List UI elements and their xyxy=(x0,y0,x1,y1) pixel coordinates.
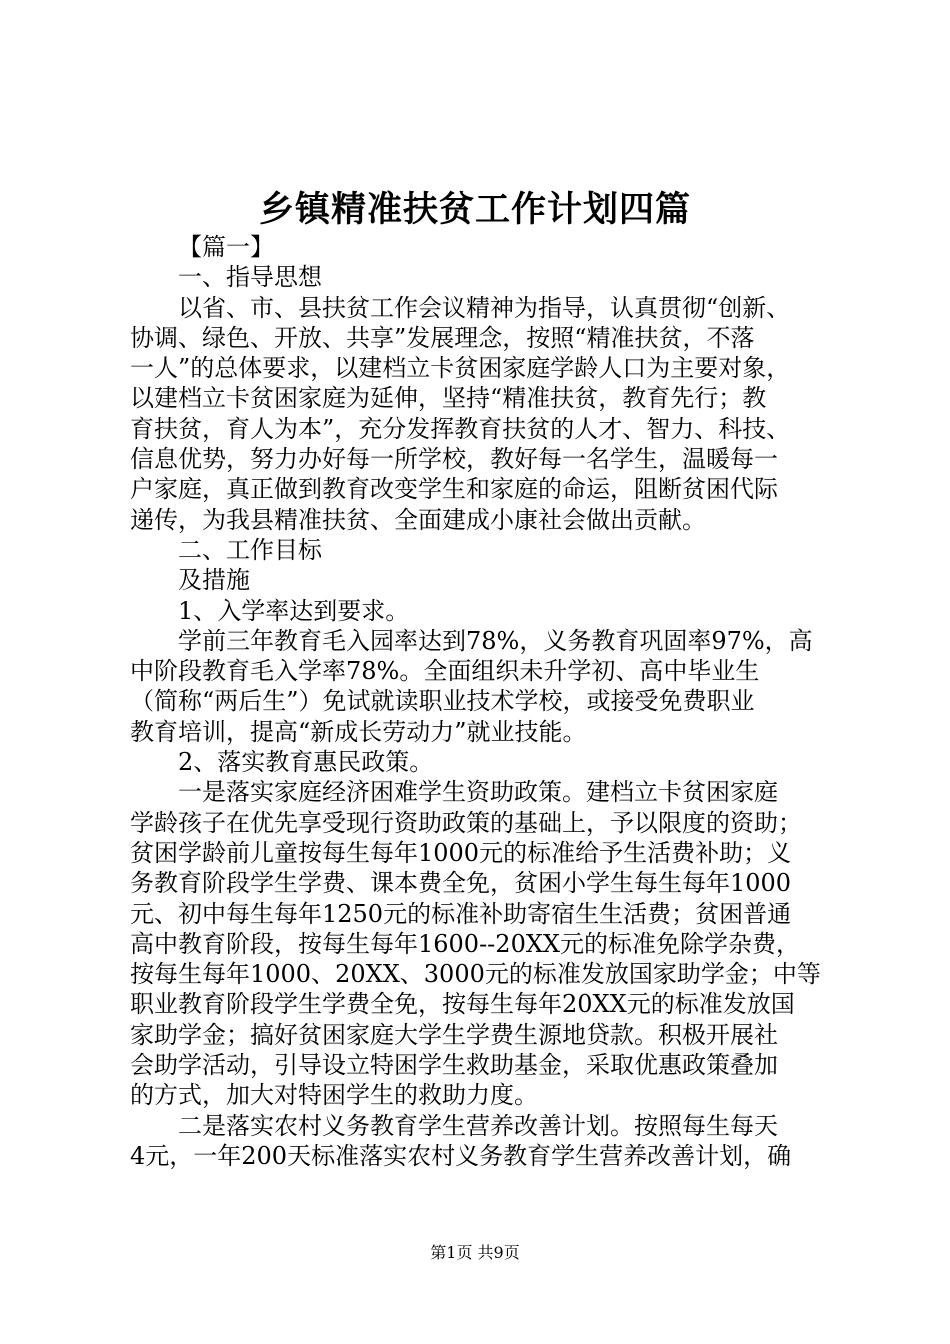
paragraph-line: 一人”的总体要求，以建档立卡贫困家庭学龄人口为主要对象， xyxy=(130,354,791,383)
paragraph-line: 职业教育阶段学生学费全免，按每生每年20XX元的标准发放国 xyxy=(130,990,795,1019)
paragraph-line: 家助学金；搞好贫困家庭大学生学费生源地贷款。积极开展社 xyxy=(130,1020,778,1049)
document-title: 乡镇精准扶贫工作计划四篇 xyxy=(258,189,691,230)
subheading: 2、落实教育惠民政策。 xyxy=(178,748,434,777)
page-number-footer: 第1页 共9页 xyxy=(430,1243,520,1262)
paragraph-line: 元、初中每生每年1250元的标准补助寄宿生生活费；贫困普通 xyxy=(130,899,792,928)
paragraph-line: 的方式，加大对特困学生的救助力度。 xyxy=(130,1081,538,1110)
paragraph-line: 育扶贫，育人为本”，充分发挥教育扶贫的人才、智力、科技、 xyxy=(130,414,791,443)
heading: 一、指导思想 xyxy=(178,263,322,292)
paragraph-line: 信息优势，努力办好每一所学校，教好每一名学生，温暖每一 xyxy=(130,445,778,474)
paragraph-line: 协调、绿色、开放、共享”发展理念，按照“精准扶贫，不落 xyxy=(130,323,755,352)
document-body xyxy=(130,232,828,1171)
paragraph-line: 按每生每年1000、20XX、3000元的标准发放国家助学金；中等 xyxy=(130,960,821,989)
paragraph-line: 以建档立卡贫困家庭为延伸，坚持“精准扶贫，教育先行；教 xyxy=(130,384,767,413)
paragraph-line: 4元，一年200天标准落实农村义务教育学生营养改善计划，确 xyxy=(130,1141,792,1170)
paragraph-line: 中阶段教育毛入学率78%。全面组织未升学初、高中毕业生 xyxy=(130,657,760,686)
paragraph-line: 二是落实农村义务教育学生营养改善计划。按照每生每天 xyxy=(178,1111,778,1140)
section-label: 【篇一】 xyxy=(178,233,274,261)
paragraph-line: （简称“两后生”）免试就读职业技术学校，或接受免费职业 xyxy=(130,687,755,716)
paragraph-line: 贫困学龄前儿童按每生每年1000元的标准给予生活费补助；义 xyxy=(130,838,792,867)
heading: 二、工作目标 xyxy=(178,535,322,564)
paragraph-line: 会助学活动，引导设立特困学生救助基金，采取优惠政策叠加 xyxy=(130,1051,778,1080)
paragraph-line: 递传，为我县精准扶贫、全面建成小康社会做出贡献。 xyxy=(130,505,706,534)
heading: 及措施 xyxy=(178,566,250,595)
paragraph-line: 一是落实家庭经济困难学生资助政策。建档立卡贫困家庭 xyxy=(178,778,778,807)
paragraph-line: 户家庭，真正做到教育改变学生和家庭的命运，阻断贫困代际 xyxy=(130,475,778,504)
paragraph-line: 教育培训，提高“新成长劳动力”就业技能。 xyxy=(130,717,587,746)
paragraph-line: 务教育阶段学生学费、课本费全免，贫困小学生每生每年1000 xyxy=(130,869,792,898)
paragraph-line: 以省、市、县扶贫工作会议精神为指导，认真贯彻“创新、 xyxy=(178,293,791,322)
paragraph-line: 高中教育阶段，按每生每年1600--20XX元的标准免除学杂费， xyxy=(130,929,801,958)
subheading: 1、入学率达到要求。 xyxy=(178,596,410,625)
paragraph-line: 学龄孩子在优先享受现行资助政策的基础上，予以限度的资助； xyxy=(130,808,802,837)
paragraph-line: 学前三年教育毛入园率达到78%，义务教育巩固率97%，高 xyxy=(178,626,813,655)
